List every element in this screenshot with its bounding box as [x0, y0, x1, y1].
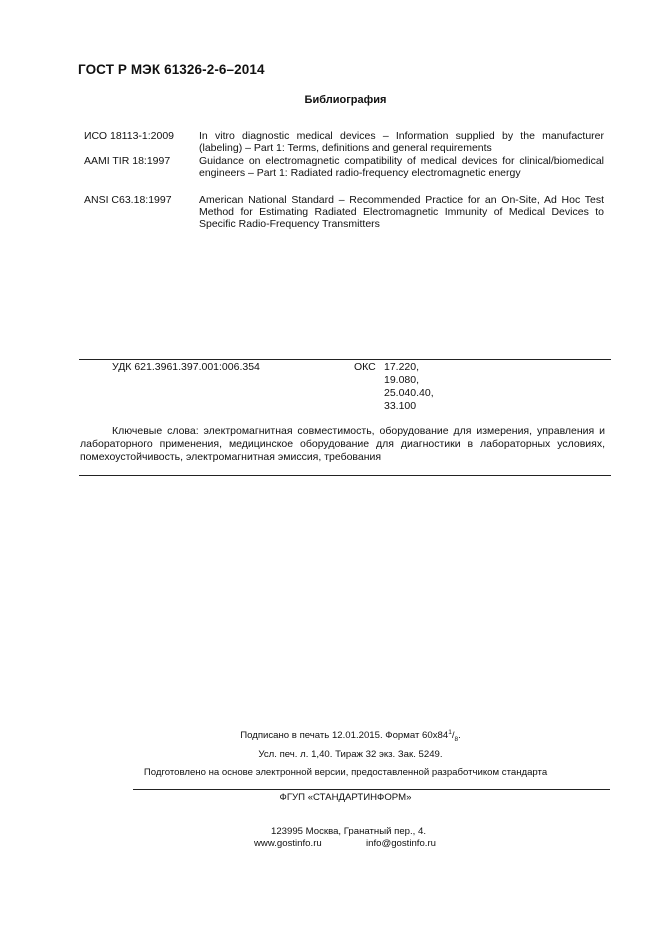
bibliography-entry: [84, 155, 604, 179]
publisher-name: ФГУП «СТАНДАРТИНФОРМ»: [279, 792, 412, 803]
prepared-note: Подготовлено на основе электронной версии, предоставленной разработчиком стандарта: [143, 767, 548, 778]
bibliography-entry: [84, 130, 604, 154]
signed-info: Подписано в печать 12.01.2015. Формат $60х84^1/_8$.: [240, 729, 461, 744]
entry-text: In vitro diagnostic medical devices – Information supplied by the manufacturer (labeling) – Part 1: Terms, definitions and general requirements: [199, 130, 604, 155]
divider-top: [79, 359, 611, 360]
bibliography-entry: [84, 194, 604, 231]
signed-text: Подписано в печать 12.01.2015. Формат 60х84: [240, 730, 449, 742]
email-link[interactable]: info@gostinfo.ru: [366, 838, 437, 849]
entry-code: AAMI TIR 18:1997: [84, 155, 171, 167]
format-fraction-numerator: 1: [448, 729, 452, 736]
oks-code: 25.040.40,: [384, 387, 434, 399]
udk-code: УДК 621.3961.397.001:006.354: [112, 361, 260, 373]
entry-text: Guidance on electromagnetic compatibility of medical devices for clinical/biomedical engineers – Part 1: Radiated radio-frequency electromagnetic energy: [199, 155, 604, 180]
oks-code: 19.080,: [384, 374, 420, 386]
keywords-paragraph: Ключевые слова: электромагнитная совместимость, оборудование для измерения, управления и лабораторного применения, медицинское оборудование для диагностики в лабораторных условиях, помехоустойчивость, электромагнитная эмиссия, требования: [80, 425, 605, 464]
document-title: ГОСТ Р МЭК 61326-2-6–2014: [78, 62, 265, 77]
print-info: Усл. печ. л. 1,40. Тираж 32 экз. Зак. 5249.: [258, 749, 443, 760]
bibliography-heading: Библиография: [304, 94, 387, 106]
oks-code: 17.220,: [384, 361, 420, 373]
divider-bottom: [79, 475, 611, 476]
format-fraction-denominator: 8: [454, 736, 459, 744]
website-link[interactable]: www.gostinfo.ru: [254, 838, 322, 849]
publisher-address: 123995 Москва, Гранатный пер., 4.: [271, 826, 426, 837]
entry-text: American National Standard – Recommended Practice for an On-Site, Ad Hoc Test Method for Estimating Radiated Electromagnetic Immunity of Medical Devices to Specific Radio-Frequency Transmitters: [199, 194, 604, 231]
oks-code: 33.100: [384, 400, 417, 412]
entry-code: ANSI C63.18:1997: [84, 194, 172, 206]
entry-code: ИСО 18113-1:2009: [84, 130, 175, 142]
divider-imprint: [133, 789, 610, 790]
oks-label: ОКС: [354, 361, 376, 373]
